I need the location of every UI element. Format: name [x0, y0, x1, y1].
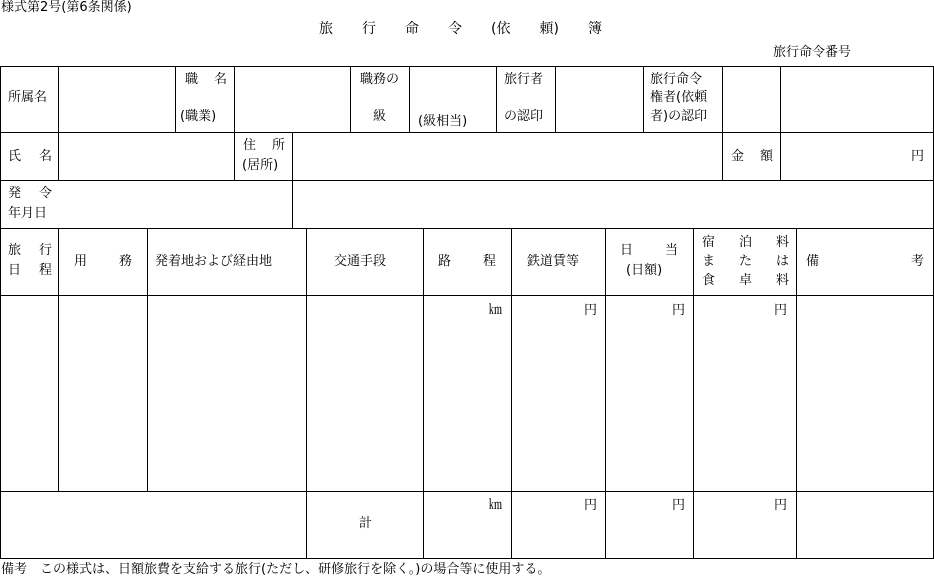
- label-char: 泊: [738, 235, 752, 250]
- lodging-label-2: [702, 255, 789, 268]
- label-char: 程: [482, 254, 496, 269]
- distance-km-unit: ㎞: [489, 303, 503, 318]
- label-char: 名: [213, 72, 227, 87]
- label-char: 日: [620, 243, 634, 258]
- form-title: [319, 22, 602, 36]
- label-char: 額: [759, 149, 773, 164]
- label-char: 料: [775, 235, 789, 250]
- purpose-label: [74, 255, 132, 268]
- title-char: 簿: [587, 21, 602, 37]
- label-char: 務: [118, 254, 132, 269]
- label-char: 金: [731, 149, 745, 164]
- daily-amount-label: (日額): [626, 263, 663, 278]
- label-char: 程: [38, 263, 52, 278]
- total-rail-yen-unit: 円: [584, 498, 598, 513]
- label-char: 所: [271, 138, 285, 153]
- address-label: [243, 139, 285, 152]
- traveler-seal-label: 旅行者: [504, 72, 544, 87]
- label-char: 考: [910, 254, 924, 269]
- label-char: は: [775, 254, 789, 269]
- affiliation-label: 所属名: [8, 90, 48, 105]
- residence-label: (居所): [242, 158, 279, 173]
- amount-label: [731, 150, 773, 163]
- label-char: 料: [775, 273, 789, 288]
- issue-date-label-2: 年月日: [8, 206, 48, 221]
- amount-yen-unit: 円: [911, 149, 925, 164]
- traveler-seal-label-2: の認印: [504, 109, 544, 124]
- travel-schedule-label-2: [8, 264, 52, 277]
- footnote: 備考 この様式は、日額旅費を支給する旅行(ただし、研修旅行を除く。)の場合等に使用する。: [1, 562, 551, 577]
- rail-fare-label: 鉄道賃等: [527, 254, 580, 269]
- title-char: 行: [362, 21, 376, 37]
- title-char: 命: [405, 21, 419, 37]
- issue-date-label: [8, 187, 52, 200]
- title-char: 旅: [319, 21, 333, 37]
- duty-grade-label: 職務の: [360, 72, 400, 87]
- label-char: た: [738, 254, 752, 269]
- distance-label: [438, 255, 496, 268]
- lodging-label-3: [702, 274, 789, 287]
- label-char: 備: [806, 254, 820, 269]
- label-char: 当: [664, 243, 678, 258]
- total-daily-yen-unit: 円: [672, 498, 686, 513]
- label-char: ま: [702, 254, 716, 269]
- label-char: 名: [38, 149, 52, 164]
- total-label: 計: [359, 516, 373, 531]
- label-char: 路: [438, 254, 452, 269]
- title-char: (依: [491, 21, 511, 37]
- grade-equivalent-label: (級相当): [418, 114, 468, 129]
- remarks-label: [806, 255, 924, 268]
- lodging-label: [702, 236, 789, 249]
- travel-schedule-label: [8, 244, 52, 257]
- label-char: 食: [702, 273, 716, 288]
- label-char: 発: [8, 186, 22, 201]
- rail-fare-yen-unit: 円: [584, 303, 598, 318]
- authority-seal-label: 旅行命令: [650, 72, 703, 87]
- name-label: [8, 150, 52, 163]
- label-char: 令: [38, 186, 52, 201]
- label-char: 住: [243, 138, 257, 153]
- label-char: 旅: [8, 243, 22, 258]
- lodging-yen-unit: 円: [774, 303, 788, 318]
- authority-seal-label-3: 者)の認印: [650, 109, 708, 124]
- total-lodging-yen-unit: 円: [774, 498, 788, 513]
- occupation-label: (職業): [180, 109, 217, 124]
- authority-seal-label-2: 権者(依頼: [650, 90, 708, 105]
- total-km-unit: ㎞: [489, 498, 503, 513]
- label-char: 日: [8, 263, 22, 278]
- grade-label: 級: [373, 109, 387, 124]
- label-char: 職: [185, 72, 199, 87]
- transport-label: 交通手段: [334, 254, 387, 269]
- title-char: 令: [448, 21, 462, 37]
- job-title-label: [185, 73, 227, 86]
- form-number: 様式第2号(第6条関係): [1, 0, 132, 15]
- label-char: 行: [38, 243, 52, 258]
- title-char: 頼): [539, 21, 559, 37]
- label-char: 氏: [8, 149, 22, 164]
- daily-allowance-label: [620, 244, 678, 257]
- label-char: 宿: [702, 235, 716, 250]
- label-char: 用: [74, 254, 88, 269]
- order-number-label: 旅行命令番号: [773, 45, 852, 60]
- label-char: 卓: [738, 273, 752, 288]
- daily-yen-unit: 円: [672, 303, 686, 318]
- route-label: 発着地および経由地: [155, 254, 273, 269]
